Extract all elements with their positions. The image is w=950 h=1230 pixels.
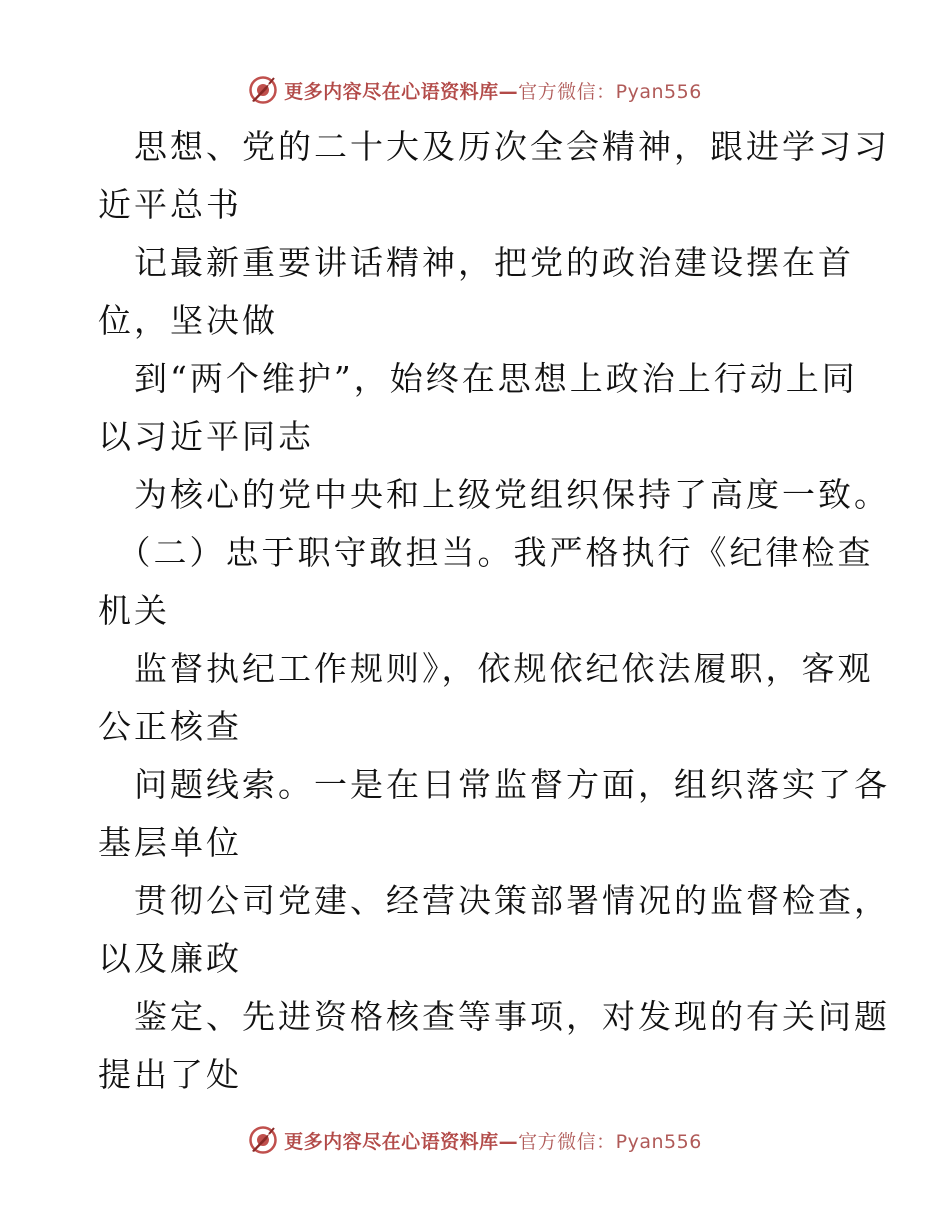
body-line: （二）忠于职守敢担当。我严格执行《纪律检查	[98, 533, 874, 572]
body-line: 以习近平同志	[98, 417, 314, 456]
header-brand-text: 更多内容尽在心语资料库—官方微信：Pyan556	[284, 80, 702, 103]
body-line: 记最新重要讲话精神，把党的政治建设摆在首	[98, 243, 854, 282]
body-line: 以及廉政	[98, 939, 242, 978]
body-line: 位，坚决做	[98, 301, 278, 340]
footer-watermark	[0, 1120, 950, 1160]
body-line: 思想、党的二十大及历次全会精神，跟进学习习	[98, 127, 890, 166]
body-line: 基层单位	[98, 823, 242, 862]
body-line: 为核心的党中央和上级党组织保持了高度一致。	[98, 475, 890, 514]
quill-logo-icon	[248, 1125, 278, 1155]
body-line: 问题线索。一是在日常监督方面，组织落实了各	[98, 765, 890, 804]
body-line: 鉴定、先进资格核查等事项，对发现的有关问题	[98, 997, 890, 1036]
body-line: 到“两个维护”，始终在思想上政治上行动上同	[98, 359, 858, 398]
body-line: 监督执纪工作规则》，依规依纪依法履职，客观	[98, 649, 874, 688]
body-line: 机关	[98, 591, 170, 630]
body-line: 贯彻公司党建、经营决策部署情况的监督检查，	[98, 881, 890, 920]
footer-brand-text: 更多内容尽在心语资料库—官方微信：Pyan556	[284, 1130, 702, 1153]
body-line: 提出了处	[98, 1055, 242, 1094]
body-line: 近平总书	[98, 185, 242, 224]
body-line: 公正核查	[98, 707, 242, 746]
